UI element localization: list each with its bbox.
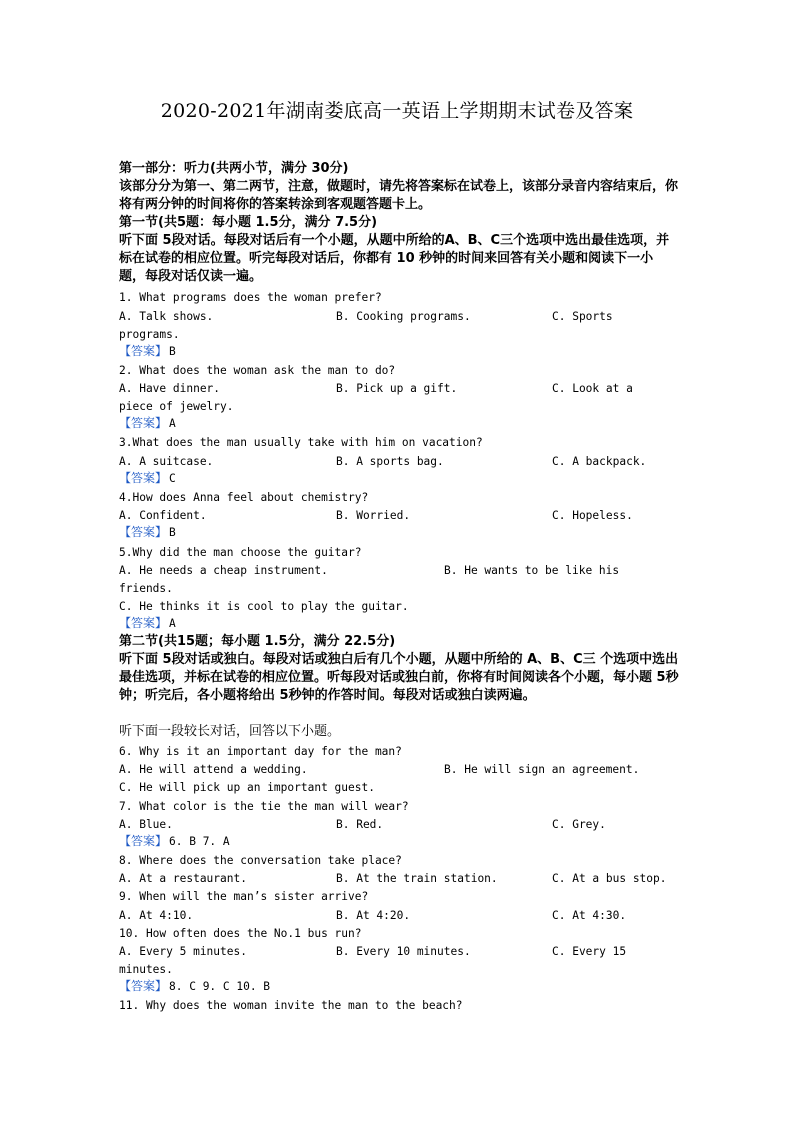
q11-question: 11. Why does the woman invite the man to the beach? (119, 999, 463, 1012)
q8-q10-answer (119, 978, 270, 995)
q6-question: 6. Why is it an important day for the man? (119, 745, 402, 758)
q5-option-b-continued: friends. (119, 582, 173, 595)
answer-value: A (169, 617, 176, 630)
answer-tag: 【答案】 (119, 834, 168, 848)
answer-value: 8. C 9. C 10. B (169, 980, 271, 993)
q1-answer (119, 343, 176, 360)
answer-value: A (169, 417, 176, 430)
section2-heading: 第二节(共15题；每小题 1.5分，满分 22.5分) (119, 634, 396, 649)
q1-option-c: C. Sports (552, 310, 613, 323)
q8-option-b: B. At the train station. (336, 872, 498, 885)
q2-option-b: B. Pick up a gift. (336, 382, 458, 395)
answer-tag: 【答案】 (119, 525, 168, 539)
q6-option-b: B. He will sign an agreement. (444, 763, 640, 776)
q6-q7-answer (119, 833, 230, 850)
q10-option-b: B. Every 10 minutes. (336, 945, 471, 958)
q9-option-a: A. At 4:10. (119, 909, 194, 922)
part1-intro: 该部分分为第一、第二两节，注意，做题时，请先将答案标在试卷上，该部分录音内容结束后，你将有两分钟的时间将你的答案转涂到客观题答题卡上。 (119, 179, 679, 212)
q2-option-c: C. Look at a (552, 382, 633, 395)
q5-option-a: A. He needs a cheap instrument. (119, 564, 328, 577)
q3-question: 3.What does the man usually take with him on vacation? (119, 436, 483, 449)
answer-value: B (169, 526, 176, 539)
q4-option-c: C. Hopeless. (552, 509, 633, 522)
q7-question: 7. What color is the tie the man will wear? (119, 800, 409, 813)
answer-tag: 【答案】 (119, 979, 168, 993)
answer-tag: 【答案】 (119, 616, 168, 630)
part1-heading: 第一部分：听力(共两小节，满分 30分) (119, 161, 349, 176)
answer-tag: 【答案】 (119, 416, 168, 430)
q7-option-a: A. Blue. (119, 818, 173, 831)
q3-option-b: B. A sports bag. (336, 455, 444, 468)
listening-instruction: 听下面一段较长对话，回答以下小题。 (119, 724, 341, 739)
q10-question: 10. How often does the No.1 bus run? (119, 927, 362, 940)
q9-question: 9. When will the man’s sister arrive? (119, 890, 369, 903)
q10-option-c-continued: minutes. (119, 963, 173, 976)
q5-answer (119, 615, 176, 632)
q1-option-b: B. Cooking programs. (336, 310, 471, 323)
q2-option-c-continued: piece of jewelry. (119, 400, 234, 413)
section1-intro: 听下面 5段对话。每段对话后有一个小题，从题中所给的A、B、C三个选项中选出最佳选项，并标在试卷的相应位置。听完每段对话后，你都有 10 秒钟的时间来回答有关小题和阅读下一小题，每段对话仅读一遍。 (119, 233, 670, 284)
q9-option-b: B. At 4:20. (336, 909, 411, 922)
q8-option-a: A. At a restaurant. (119, 872, 247, 885)
q9-option-c: C. At 4:30. (552, 909, 627, 922)
q10-option-a: A. Every 5 minutes. (119, 945, 247, 958)
q2-question: 2. What does the woman ask the man to do? (119, 364, 396, 377)
q2-answer (119, 415, 176, 432)
section1-heading: 第一节(共5题：每小题 1.5分，满分 7.5分) (119, 215, 378, 230)
q1-option-a: A. Talk shows. (119, 310, 214, 323)
q3-option-a: A. A suitcase. (119, 455, 214, 468)
q7-option-c: C. Grey. (552, 818, 606, 831)
q8-question: 8. Where does the conversation take place? (119, 854, 402, 867)
document-title: 2020-2021年湖南娄底高一英语上学期期末试卷及答案 (160, 100, 634, 122)
q6-option-c: C. He will pick up an important guest. (119, 781, 375, 794)
q1-option-c-continued: programs. (119, 328, 180, 341)
q5-question: 5.Why did the man choose the guitar? (119, 546, 362, 559)
answer-tag: 【答案】 (119, 344, 168, 358)
q5-option-c: C. He thinks it is cool to play the guitar. (119, 600, 409, 613)
answer-value: C (169, 472, 176, 485)
q4-question: 4.How does Anna feel about chemistry? (119, 491, 369, 504)
answer-value: B (169, 345, 176, 358)
q10-option-c: C. Every 15 (552, 945, 627, 958)
q2-option-a: A. Have dinner. (119, 382, 221, 395)
q4-answer (119, 524, 176, 541)
q3-option-c: C. A backpack. (552, 455, 647, 468)
q6-option-a: A. He will attend a wedding. (119, 763, 308, 776)
q4-option-b: B. Worried. (336, 509, 411, 522)
q8-option-c: C. At a bus stop. (552, 872, 667, 885)
q5-option-b: B. He wants to be like his (444, 564, 620, 577)
q3-answer (119, 470, 176, 487)
answer-tag: 【答案】 (119, 471, 168, 485)
q7-option-b: B. Red. (336, 818, 384, 831)
section2-intro: 听下面 5段对话或独白。每段对话或独白后有几个小题，从题中所给的 A、B、C三 个选项中选出最佳选项，并标在试卷的相应位置。听每段对话或独白前，你将有时间阅读各个小题，每小题 5秒钟；听完后，各小题将给出 5秒钟的作答时间。每段对话或独白读两遍。 (119, 652, 679, 703)
q4-option-a: A. Confident. (119, 509, 207, 522)
q1-question: 1. What programs does the woman prefer? (119, 291, 382, 304)
answer-value: 6. B 7. A (169, 835, 230, 848)
